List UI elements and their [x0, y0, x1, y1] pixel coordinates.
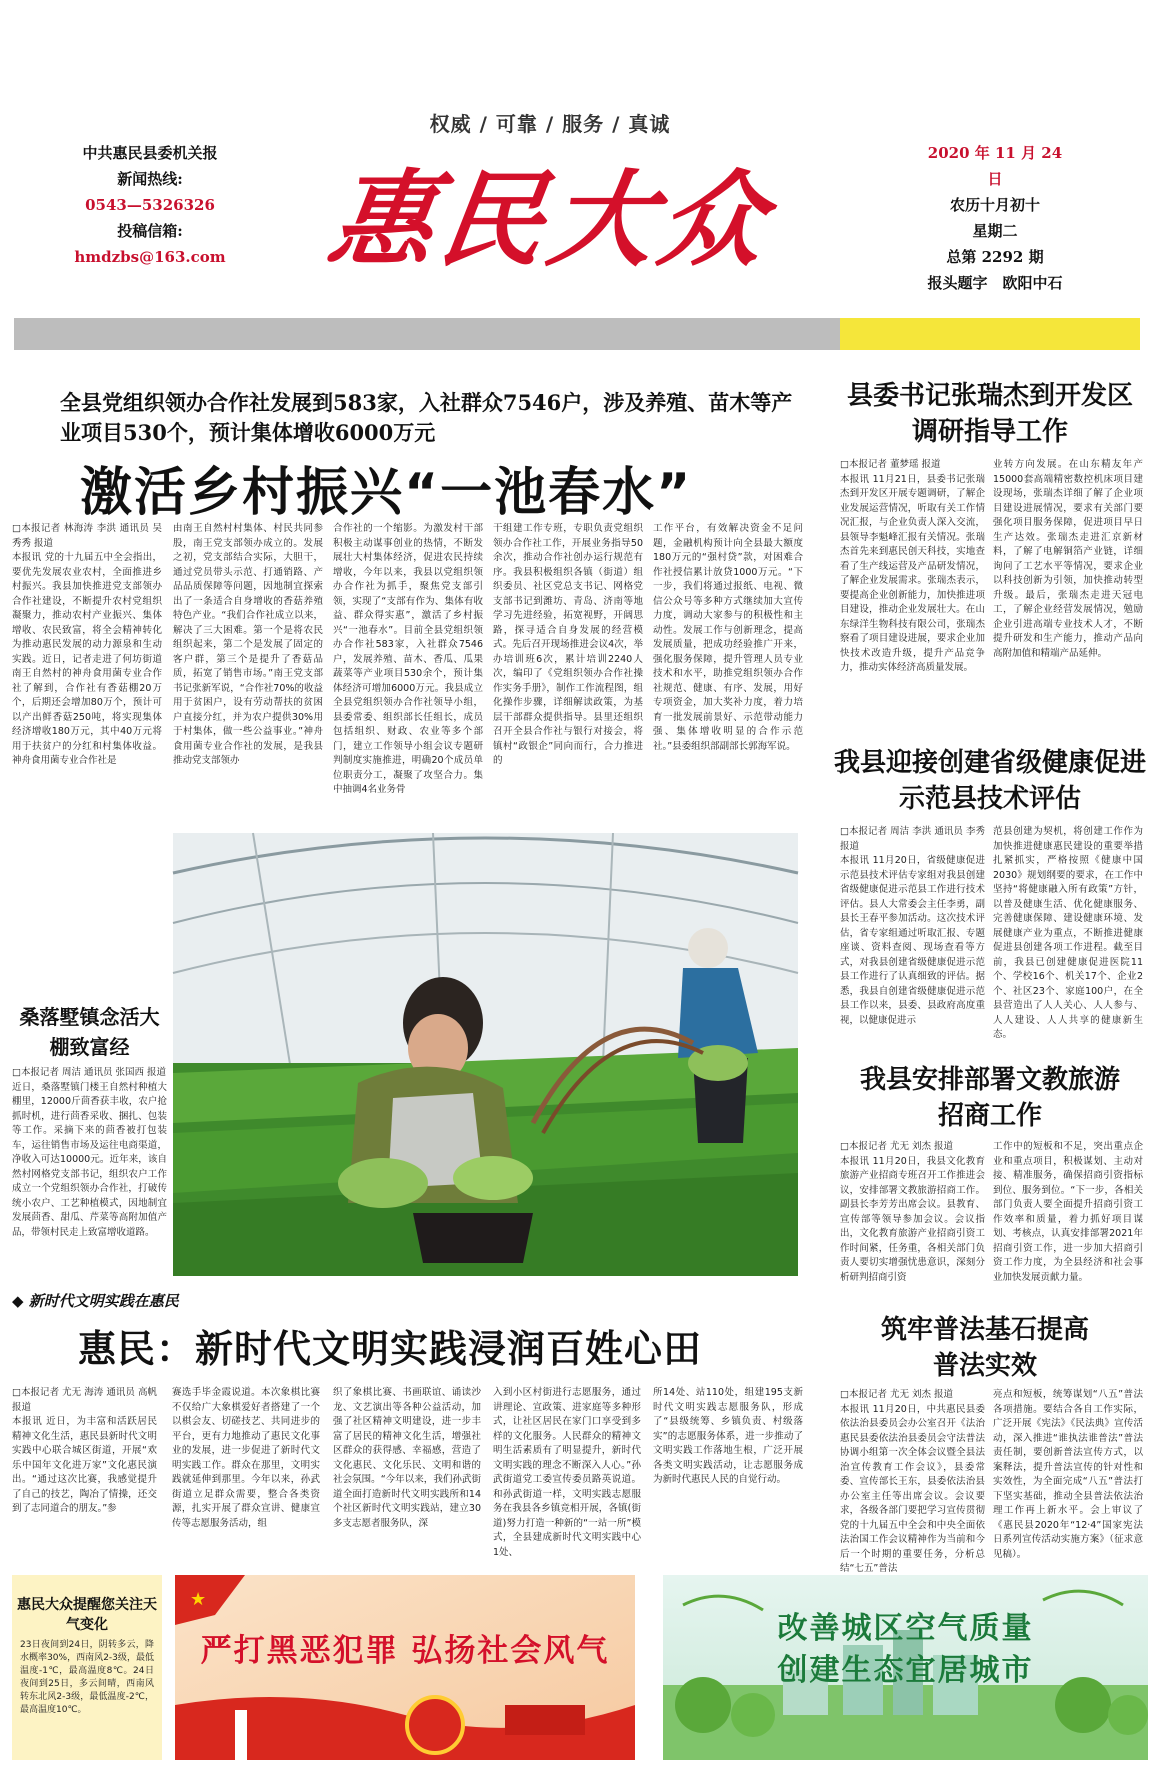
lead-byline: □本报记者 林海涛 李洪 通讯员 吴秀秀 报道 [12, 523, 162, 549]
lead-column-1: □本报记者 林海涛 李洪 通讯员 吴秀秀 报道 本报讯 党的十九届五中全会指出，要优先发展农业农村，全面推进乡村振兴。我县加快推进党支部领办合作社建设，不断提升农村党组织凝聚力，推动农村产业振兴、集体增收、农民致富，将全会精神转化为推动惠民发展的动力源泉和生动实践。近日，记者走进了何坊街道南王自然村的神舟食用菌专业合作社了解到，合作社有香菇棚20万个，后期还会增加80万个，预计可以产出鲜香菇250吨，将实现集体经济增收180万元，其中40万元将用于扶贫户的分红和村集体收益。神舟食用菌专业合作社是 [12, 523, 162, 766]
lead-subheadline: 全县党组织领办合作社发展到583家，入社群众7546户，涉及养殖、苗木等产业项目530个，预计集体增收6000万元 [60, 390, 793, 445]
publisher: 中共惠民县委机关报 [82, 144, 218, 162]
air-quality-banner [663, 1575, 1148, 1760]
side4-title: 筑牢普法基石提高普法实效 [880, 1315, 1089, 1381]
weekday: 星期二 [972, 222, 1018, 240]
side1-byline: □本报记者 董梦瑶 报道 [840, 459, 941, 470]
feature-column-4: 入到小区村街进行志愿服务，通过讲理论、宣政策、进家庭等多种形式，让社区居民在家门口享受到多样的文化服务。人民群众的精神文明生活素质有了明显提升，新时代文明实践的理念不断深入人心。”孙武街道党工委宣传委员路英说道。和孙武街道一样，文明实践志愿服务在我县各乡镇竞相开展，各镇(街道)努力打造一种新的“一站一所”模式，全县建成新时代文明实践中心1处、 [493, 1387, 641, 1558]
side1-title: 县委书记张瑞杰到开发区调研指导工作 [846, 381, 1133, 447]
slogan: 权威 / 可靠 / 服务 / 真诚 [429, 112, 671, 136]
side3-column-2: 工作中的短板和不足，突出重点企业和重点项目，积极谋划、主动对接、精准服务，确保招商引资指标到位、服务到位。“下一步，各相关部门负责人要全面提升招商引资工作效率和质量，着力抓好项目谋划、考核点，认真安排部署2021年招商引资工作，进一步加大招商引资工作力度，为全县经济和社会事业加快发展贡献力量。 [993, 1141, 1143, 1283]
calligraphy-credit: 报头题字 欧阳中石 [927, 274, 1063, 292]
side3-title: 我县安排部署文教旅游招商工作 [860, 1065, 1121, 1131]
side3-column-1: □本报记者 尤无 刘杰 报道 本报讯 11月20日，我县文化教育旅游产业招商专班召开工作推进会议，安排部署文教旅游招商工作。副县长李芳芳出席会议。县教育、宣传部等领导参加会议。会议指出，文化教育旅游产业招商引资工作时间紧，任务重，各相关部门负责人要切实增强忧患意识，深刻分析研判招商引资 [840, 1141, 985, 1283]
feature-column-3: 织了象棋比赛、书画联谊、诵读沙龙、文艺演出等各种公益活动，加强了社区精神文明建设，进一步丰富了居民的精神文化生活，增强社区群众的获得感、幸福感，营造了文化惠民、文化乐民、文明和谐的社会氛围。“今年以来，我们孙武街道全面打造新时代文明实践所和14个社区新时代文明实践站，建立30多支志愿者服务队，深 [333, 1387, 481, 1529]
weather-text: 23日夜间到24日，阴转多云，降水概率30%，西南风2-3级，最低温度-1℃，最高温度8℃。24日夜间到25日，多云间晴，西南风转东北风2-3级，最低温度-2℃，最高温度10℃。 [20, 1640, 154, 1715]
feature-column-1: □本报记者 尤无 海涛 通讯员 高帆 报道 本报讯 近日，为丰富和活跃居民精神文化生活，惠民县新时代文明实践中心联合城区街道，开展“欢乐中国年文化进万家”文化惠民演出。“通过这次比赛，我感觉提升了自己的技艺，陶冶了情操，还交到了志同道合的朋友。”参 [12, 1387, 157, 1514]
anti-crime-slogan: 严打黑恶犯罪 弘扬社会风气 [200, 1633, 610, 1669]
air-quality-line-2: 创建生态宜居城市 [777, 1653, 1034, 1688]
greenhouse-illustration [173, 833, 798, 1276]
email-address: hmdzbs@163.com [74, 248, 226, 266]
svg-text:★: ★ [190, 1589, 207, 1610]
side2-title: 我县迎接创建省级健康促进示范县技术评估 [833, 748, 1146, 814]
email-label: 投稿信箱: [117, 222, 183, 240]
side2-column-2: 范县创建为契机，将创建工作作为加快推进健康惠民建设的重要举措扎紧抓实，严格按照《健康中国2030》规划纲要的要求，在工作中坚持“将健康融入所有政策”方针，以普及健康生活、优化健康服务、完善健康保障、建设健康环境、发展健康产业为重点，不断推进健康促进县创建各项工作进程。截至目前，我县已创建健康促进医院11个、学校16个、机关17个、企业2个、社区23个、家庭100户，在全县营造出了人人关心、人人参与、人人建设、人人共享的健康新生态。 [993, 826, 1143, 1040]
side4-byline: □本报记者 尤无 刘杰 报道 [840, 1389, 954, 1400]
feature-column-5: 所14处、站110处，组建195支新时代文明实践志愿服务队，形成了“县级统筹、乡镇负责、村级落实”的志愿服务体系，进一步推动了文明实践工作落地生根，广泛开展各类文明实践活动，让志愿服务成为新时代惠民人民的自觉行动。 [653, 1387, 803, 1485]
lunar-date: 农历十月初十 [949, 196, 1040, 214]
header-divider-yellow [840, 318, 1140, 350]
lead-column-3: 合作社的一个缩影。为激发村干部积极主动谋事创业的热情，不断发展壮大村集体经济，促进农民持续增收，今年以来，我县以党组织领办合作社为抓手，聚焦党支部引领，实现了“支部有作为、集体有收益、群众得实惠”，激活了乡村振兴“一池春水”。目前全县党组织领办合作社583家，入社群众7546户，发展养殖、苗木、香瓜、瓜果蔬菜等产业项目530余个，预计集体经济可增加6000万元。我县成立全县党组织领办合作社领导小组，县委常委、组织部长任组长，成员包括组织、财政、农业等多个部门，建立工作领导小组会议专题研判制度实施推进，明确20个成员单位职责分工，凝聚了攻坚合力。集中抽调4名业务骨 [333, 523, 483, 795]
hotline-number: 0543—5326326 [85, 196, 215, 214]
lead-column-2: 由南王自然村村集体、村民共同参股，南王党支部领办成立的。发展之初，党支部结合实际，大胆干，通过党员带头示范、打通销路、产品品质保障等问题，因地制宜探索出了一条适合自身增收的香菇养殖特色产业。“我们合作社成立以来，解决了三大困难。第一个是将农民组织起来，第二个是发展了固定的客户群，第三个是提升了香菇品质，拓宽了销售市场。”南王党支部书记张新军说，“合作社70%的收益用于贫困户，设有劳动帮扶的贫困户直接分红，并为农户提供30%用于村集体，做一些公益事业。”神舟食用菌专业合作社的发展，是我县推动党支部领办 [173, 523, 323, 766]
issue-number: 总第 2292 期 [946, 248, 1044, 266]
greenhouse-photo [173, 833, 798, 1276]
air-quality-line-1: 改善城区空气质量 [777, 1611, 1034, 1646]
weather-box [12, 1575, 162, 1760]
side1-column-1: □本报记者 董梦瑶 报道 本报讯 11月21日，县委书记张瑞杰到开发区开展专题调研，了解企业发展运营情况，听取有关工作情况汇报，与企业负责人深入交流，县领导李魁峰汇报有关情况。张瑞杰首先来到惠民创天科技，实地查看了生产线运营及产品研发情况，了解企业发展需求。张瑞杰表示，要提高企业创新能力，加快推进项目建设，推动企业发展壮大。在山东绿洋生物科技有限公司，张瑞杰察看了项目建设进展，要求企业加快技术改造升级，提升产品竞争力，推动实体经济高质量发展。 [840, 459, 985, 673]
newspaper-logo [321, 150, 830, 290]
hotline-label: 新闻热线: [117, 170, 183, 188]
anti-crime-banner [175, 1575, 635, 1760]
side5-byline: □本报记者 周洁 通讯员 张国西 报道 [12, 1067, 167, 1078]
side3-byline: □本报记者 尤无 刘杰 报道 [840, 1141, 954, 1152]
side2-byline: □本报记者 周洁 李洪 通讯员 李秀 报道 [840, 826, 985, 852]
side5-column: □本报记者 周洁 通讯员 张国西 报道 近日，桑落墅镇门楼王自然村种植大棚里，12000斤茴香获丰收，农户抢抓时机，进行茴香采收、捆扎、包装等工作。采摘下来的茴香被打包装车，运往销售市场及运往电商渠道，净收入可达10000元。近年来，该自然村网格党支部书记，组织农户工作成立一个党组织领办合作社，打破传统小农户、工艺种植模式，因地制宜发展茴香、甜瓜、芹菜等高附加值产品，带领村民走上致富增收道路。 [12, 1067, 167, 1238]
side1-column-2: 业转方向发展。在山东精友年产15000套高端精密数控机床项目建设现场，张瑞杰详细了解了企业项目建设进展情况，要求有关部门要强化项目服务保障，促进项目早日生产达效。张瑞杰走进汇京新材料，了解了电解铜箔产业链，详细询问了工艺水平等情况，要求企业以科技创新为引领，加快推动转型升级。最后，张瑞杰走进天冠电工，了解企业经营发展情况，勉励企业引进高端专业技术人才，不断提升研发和生产能力，推动产品向高附加值和精端产品延伸。 [993, 459, 1143, 659]
side4-column-1: □本报记者 尤无 刘杰 报道 本报讯 11月20日，中共惠民县委依法治县委员会办公室召开《法治惠民县委依法治县委员会守法普法协调小组第一次全体会议暨全县法治宣传教育工作会议》，县委常委、宣传部长王东，县委依法治县办公室主任等出席会议。会议要求，各级各部门要把学习宣传贯彻党的十九届五中全会和中央全面依法治国工作会议精神作为当前和今后一个时期的重要任务，分析总结“七五”普法 [840, 1389, 985, 1574]
lead-column-5: 工作平台，有效解决资金不足问题，金融机构预计向全县最大额度180万元的“强村贷”款，对困难合作社授信累计放贷1000万元。“下一步，我们将通过报纸、电视、微信公众号等多种方式继续加大宣传力度，调动大家参与的积极性和主动性。发展工作与创新理念，提高发展质量，把成功经验推广开来，强化服务保障，提升管理人员专业技术和水平，助推党组织领办合作社规范、健康、有序、发展，用好专项资金，加大奖补力度，着力培育一批发展前景好、示范带动能力强、集体增收明显的合作示范社。”县委组织部副部长郭海军说。 [653, 523, 803, 752]
side4-column-2: 亮点和短板，统筹谋划“八五”普法各项措施。要结合各自工作实际，广泛开展《宪法》《民法典》宣传活动，深入推进“谁执法谁普法”普法责任制，要创新普法宣传方式，以案释法，提升普法宣传的针对性和实效性，为全面完成“八五”普法打下坚实基础，推动全县普法依法治理工作再上新水平。会上审议了《惠民县2020年“12·4”国家宪法日系列宣传活动实施方案》（征求意见稿）。 [993, 1389, 1143, 1560]
feature-headline: 惠民：新时代文明实践浸润百姓心田 [78, 1326, 703, 1371]
side5-title: 桑落墅镇念活大棚致富经 [19, 1005, 160, 1059]
newspaper-title: 惠民大众 [321, 158, 779, 281]
section-tag: ◆ 新时代文明实践在惠民 [12, 1292, 179, 1310]
issue-date: 2020 年 11 月 24 日 [927, 144, 1063, 188]
feature-column-2: 赛选手毕金霞说道。本次象棋比赛不仅给广大象棋爱好者搭建了一个以棋会友、切磋技艺、共同进步的平台，更有力地推动了惠民文化事业的发展，进一步促进了新时代文明实践工作。群众在那里，文明实践就延伸到那里。今年以来，孙武街道立足群众需要，整合各类资源，扎实开展了群众宣讲、健康宣传等志愿服务活动，组 [172, 1387, 320, 1529]
lead-column-4: 干组建工作专班，专职负责党组织领办合作社工作，开展业务指导50余次，推动合作社创办运行规范有序。我县积极组织各镇（街道）组织委员、社区党总支书记、网格党支部书记到潍坊、青岛、济南等地学习先进经验，拓宽视野，开阔思路，探寻适合自身发展的经营模式。先后召开现场推进会议4次，举办培训班6次，累计培训2240人次，编印了《党组织领办合作社操作实务手册》，制作工作流程图，组化操作步骤，详细解读政策，为基层干部群众提供指导。县里还组织召开全县合作社与银行对接会，将镇村“政银企”同向而行，合力推进的 [493, 523, 643, 766]
side2-column-1: □本报记者 周洁 李洪 通讯员 李秀 报道 本报讯 11月20日，省级健康促进示范县技术评估专家组对我县创建省级健康促进示范县工作进行技术评估。县人大常委会主任李勇，副县长王春平参加活动。这次技术评估，省专家组通过听取汇报、专题座谈、资料查阅、现场查看等方式，对我县创建省级健康促进示范县工作进行了认真细致的评估。据悉，我县自创建省级健康促进示范县工作以来，县委、县政府高度重视，以健康促进示 [840, 826, 985, 1026]
feature-byline: □本报记者 尤无 海涛 通讯员 高帆 报道 [12, 1387, 157, 1413]
weather-title: 惠民大众提醒您关注天气变化 [17, 1597, 157, 1633]
masthead-right-info [920, 140, 1070, 296]
masthead-left-info [60, 140, 240, 270]
lead-headline: 激活乡村振兴“一池春水” [80, 463, 693, 523]
